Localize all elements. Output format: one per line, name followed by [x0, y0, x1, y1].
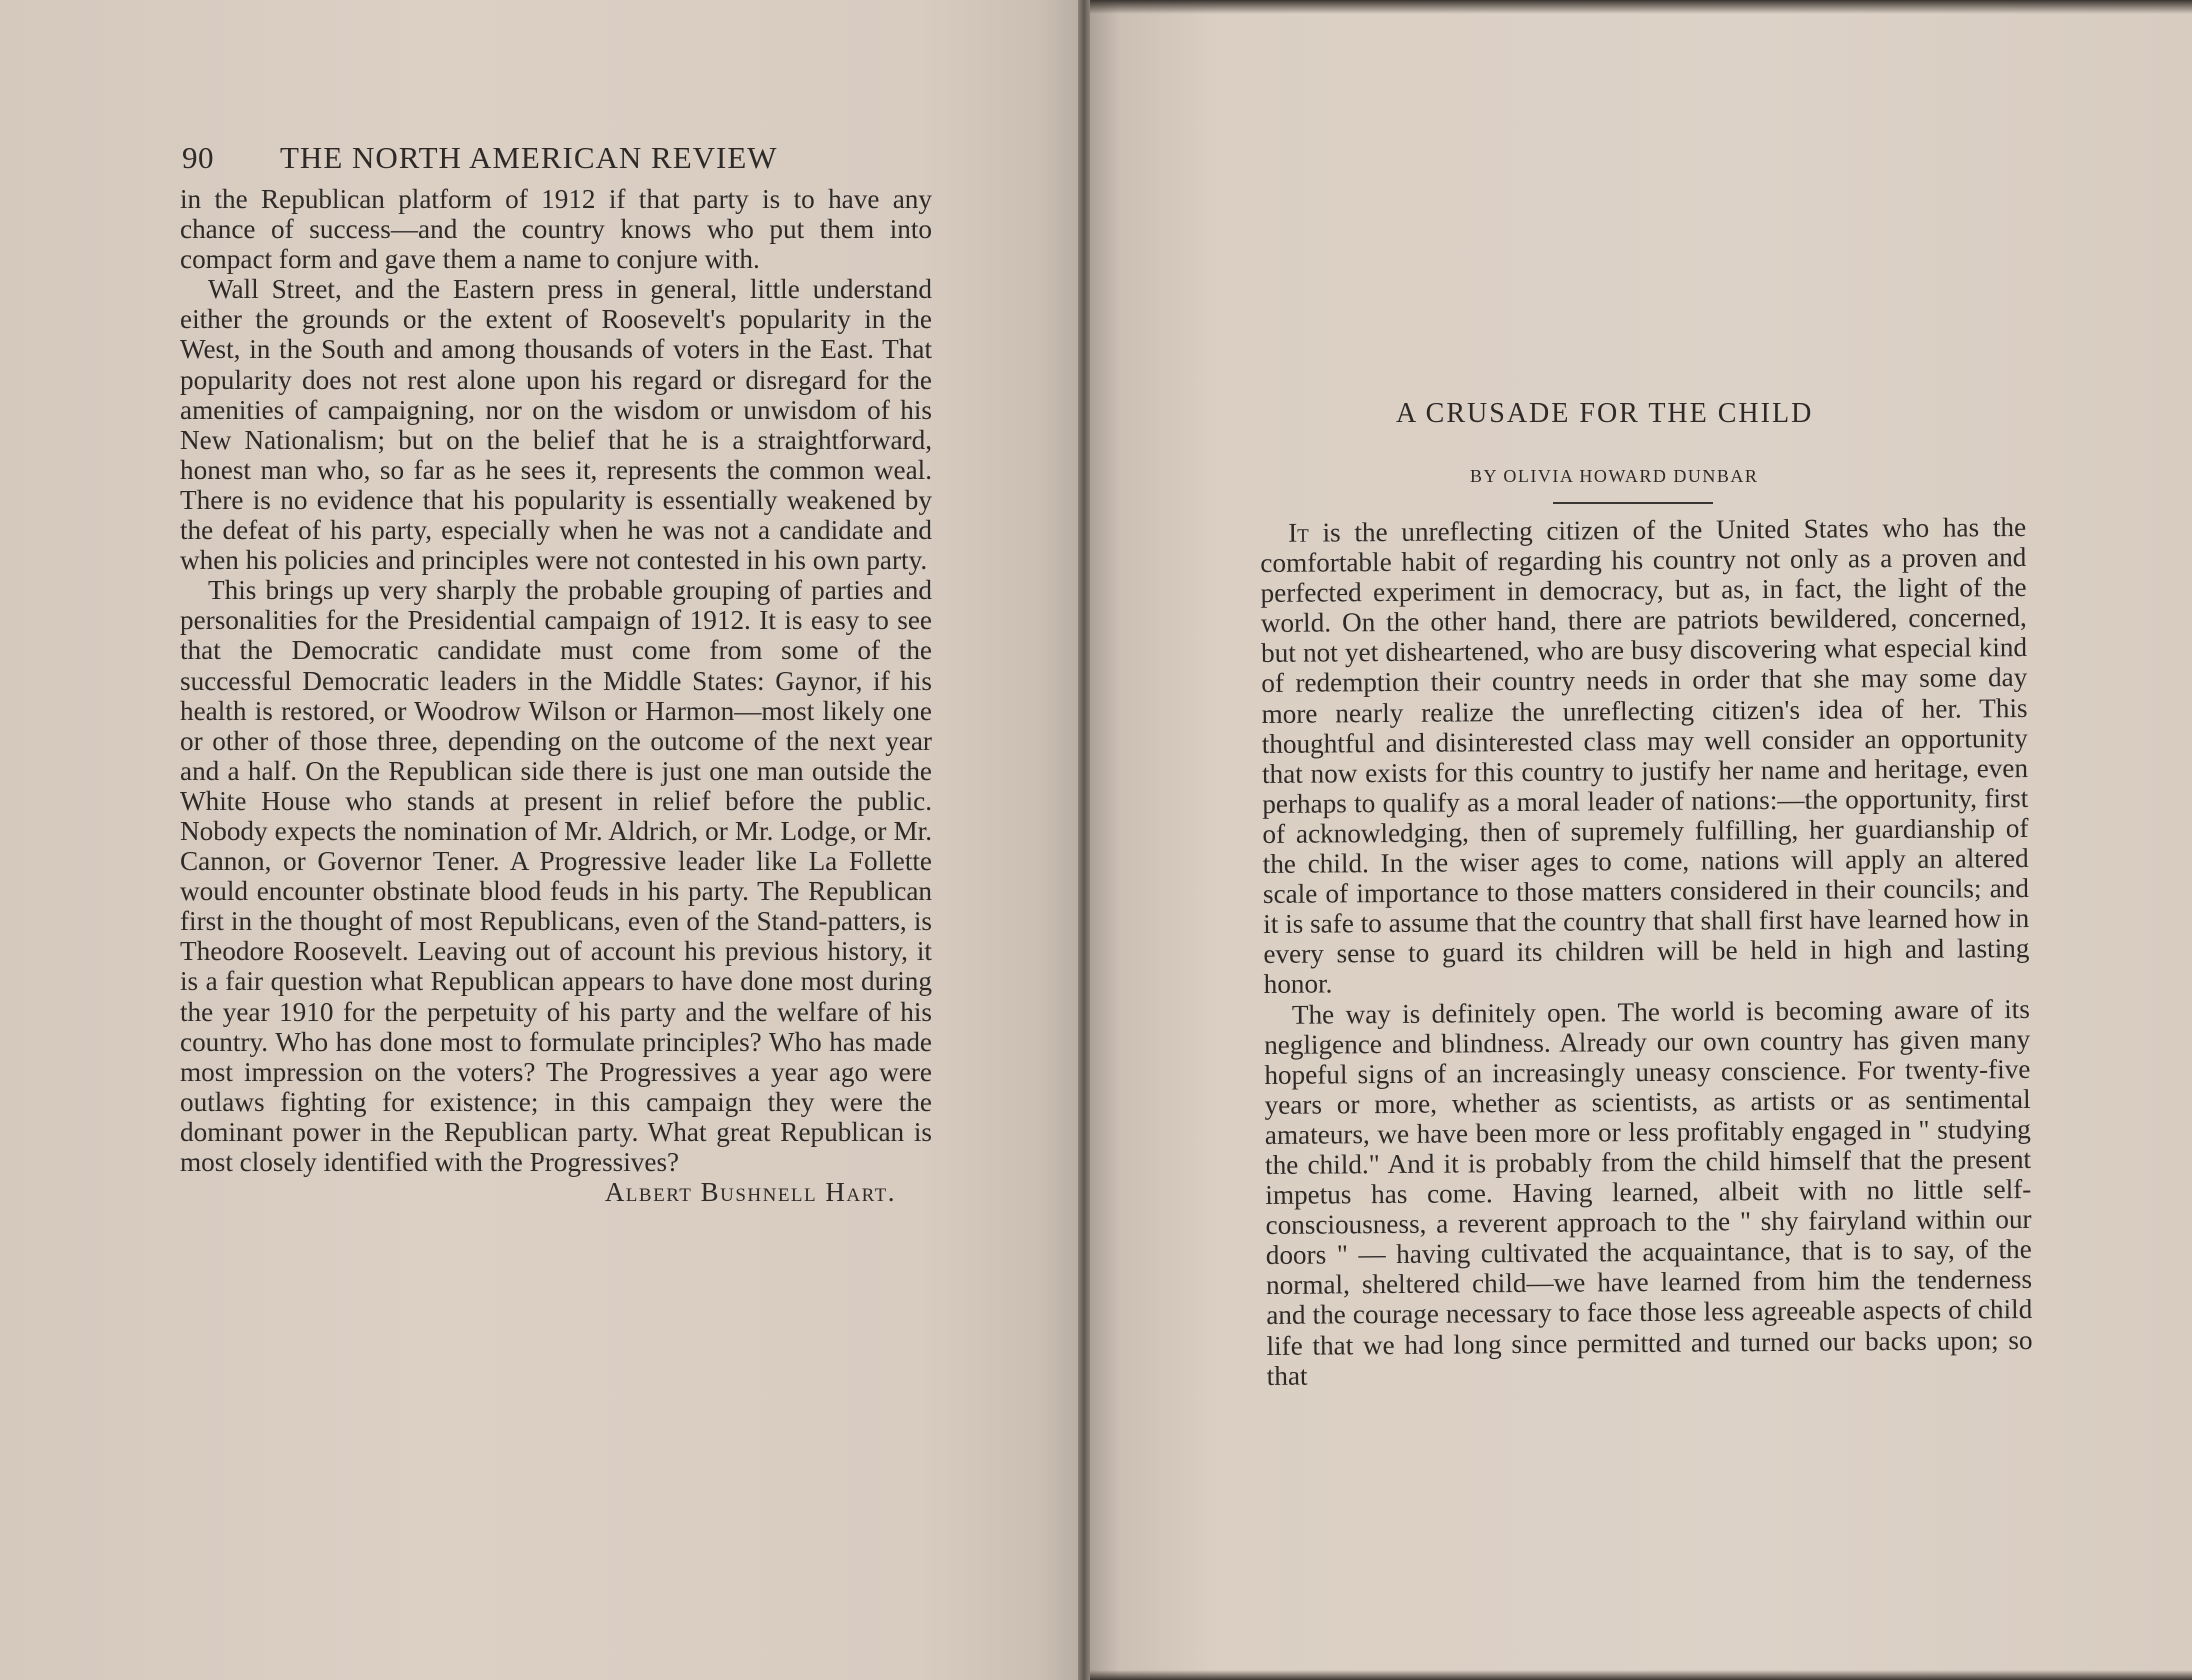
- book-gutter: [1078, 0, 1090, 1680]
- bottom-edge-shadow: [1086, 1670, 2192, 1680]
- article-title: A CRUSADE FOR THE CHILD: [1396, 398, 1814, 429]
- article-byline: BY OLIVIA HOWARD DUNBAR: [1470, 466, 1759, 486]
- opening-word: It: [1287, 517, 1309, 548]
- title-rule: [1553, 502, 1713, 504]
- journal-title: THE NORTH AMERICAN REVIEW: [280, 140, 778, 175]
- left-paragraph-1: in the Republican platform of 1912 if that party is to have any chance of success—and the country knows who put them into compact form and gave them a name to conjure with.: [180, 184, 932, 275]
- page-number: 90: [182, 140, 214, 175]
- right-paragraph-2: The way is definitely open. The world is becoming aware of its negligence and blindness. Already our own country has given many hopeful signs of an increasingly uneasy conscience. For twenty-five years or more, whether as scientists, as artists or as sentimental amateurs, we have been more or less profitably engaged in " studying the child." And it is probably from the child himself that the present impetus has come. Having learned, albeit with no little self-consciousness, a reverent approach to the " shy fairyland within our doors " — having cultivated the acquaintance, that is to say, of the normal, sheltered child—we have learned from him the tenderness and the courage necessary to face those less agreeable aspects of child life that we had long since permitted and turned our backs upon; so that: [1264, 993, 2033, 1391]
- left-body-text: [180, 184, 932, 1207]
- running-head: [182, 140, 942, 176]
- right-paragraph-1-text: is the unreflecting citizen of the United States who has the comfortable habit of regarding his country not only as a proven and perfected experiment in democracy, but as, in fact, the light of the world. On the other hand, there are patriots bewildered, concerned, but not yet disheartened, who are busy discovering what especial kind of redemption their country needs in order that she may some day more nearly realize the unreflecting citizen's idea of her. This thoughtful and disinterested class may well consider an opportunity that now exists for this country to justify her name and heritage, even perhaps to qualify as a moral leader of nations:—the opportunity, first of acknowledging, then of supremely fulfilling, her guardianship of the child. In the wiser ages to come, nations will apply an altered scale of importance to those matters considered in their councils; and it is safe to assume that the country that shall first have learned how in every sense to guard its children will be held in high and lasting honor.: [1260, 511, 2030, 1000]
- top-edge-shadow: [1086, 0, 2192, 14]
- left-paragraph-2: Wall Street, and the Eastern press in general, little understand either the grounds or the extent of Roosevelt's popularity in the West, in the South and among thousands of voters in the East. That popularity does not rest alone upon his regard or disregard for the amenities of campaigning, nor on the wisdom or unwisdom of his New Nationalism; but on the belief that he is a straightforward, honest man who, so far as he sees it, represents the common weal. There is no evidence that his popularity is essentially weakened by the defeat of his party, especially when he was not a candidate and when his policies and principles were not contested in his own party.: [180, 274, 932, 576]
- right-body-text: [1260, 512, 2033, 1391]
- left-paragraph-3: This brings up very sharply the probable grouping of parties and personalities for the Presidential campaign of 1912. It is easy to see that the Democratic candidate must come from some of the successful Democratic leaders in the Middle States: Gaynor, if his health is restored, or Woodrow Wilson or Harmon—most likely one or other of those three, depending on the outcome of the next year and a half. On the Republican side there is just one man outside the White House who stands at present in relief before the public. Nobody expects the nomination of Mr. Aldrich, or Mr. Lodge, or Mr. Cannon, or Governor Tener. A Progressive leader like La Follette would encounter obstinate blood feuds in his party. The Republican first in the thought of most Republicans, even of the Stand-patters, is Theodore Roosevelt. Leaving out of account his previous history, it is a fair question what Republican appears to have done most during the year 1910 for the perpetuity of his party and the welfare of his country. Who has done most to formulate principles? Who has made most impression on the voters? The Progressives a year ago were outlaws fighting for existence; in this campaign they were the dominant power in the Republican party. What great Republican is most closely identified with the Progressives?: [180, 575, 932, 1177]
- right-paragraph-1: [1260, 512, 2030, 1000]
- author-signature: Albert Bushnell Hart.: [604, 1177, 896, 1208]
